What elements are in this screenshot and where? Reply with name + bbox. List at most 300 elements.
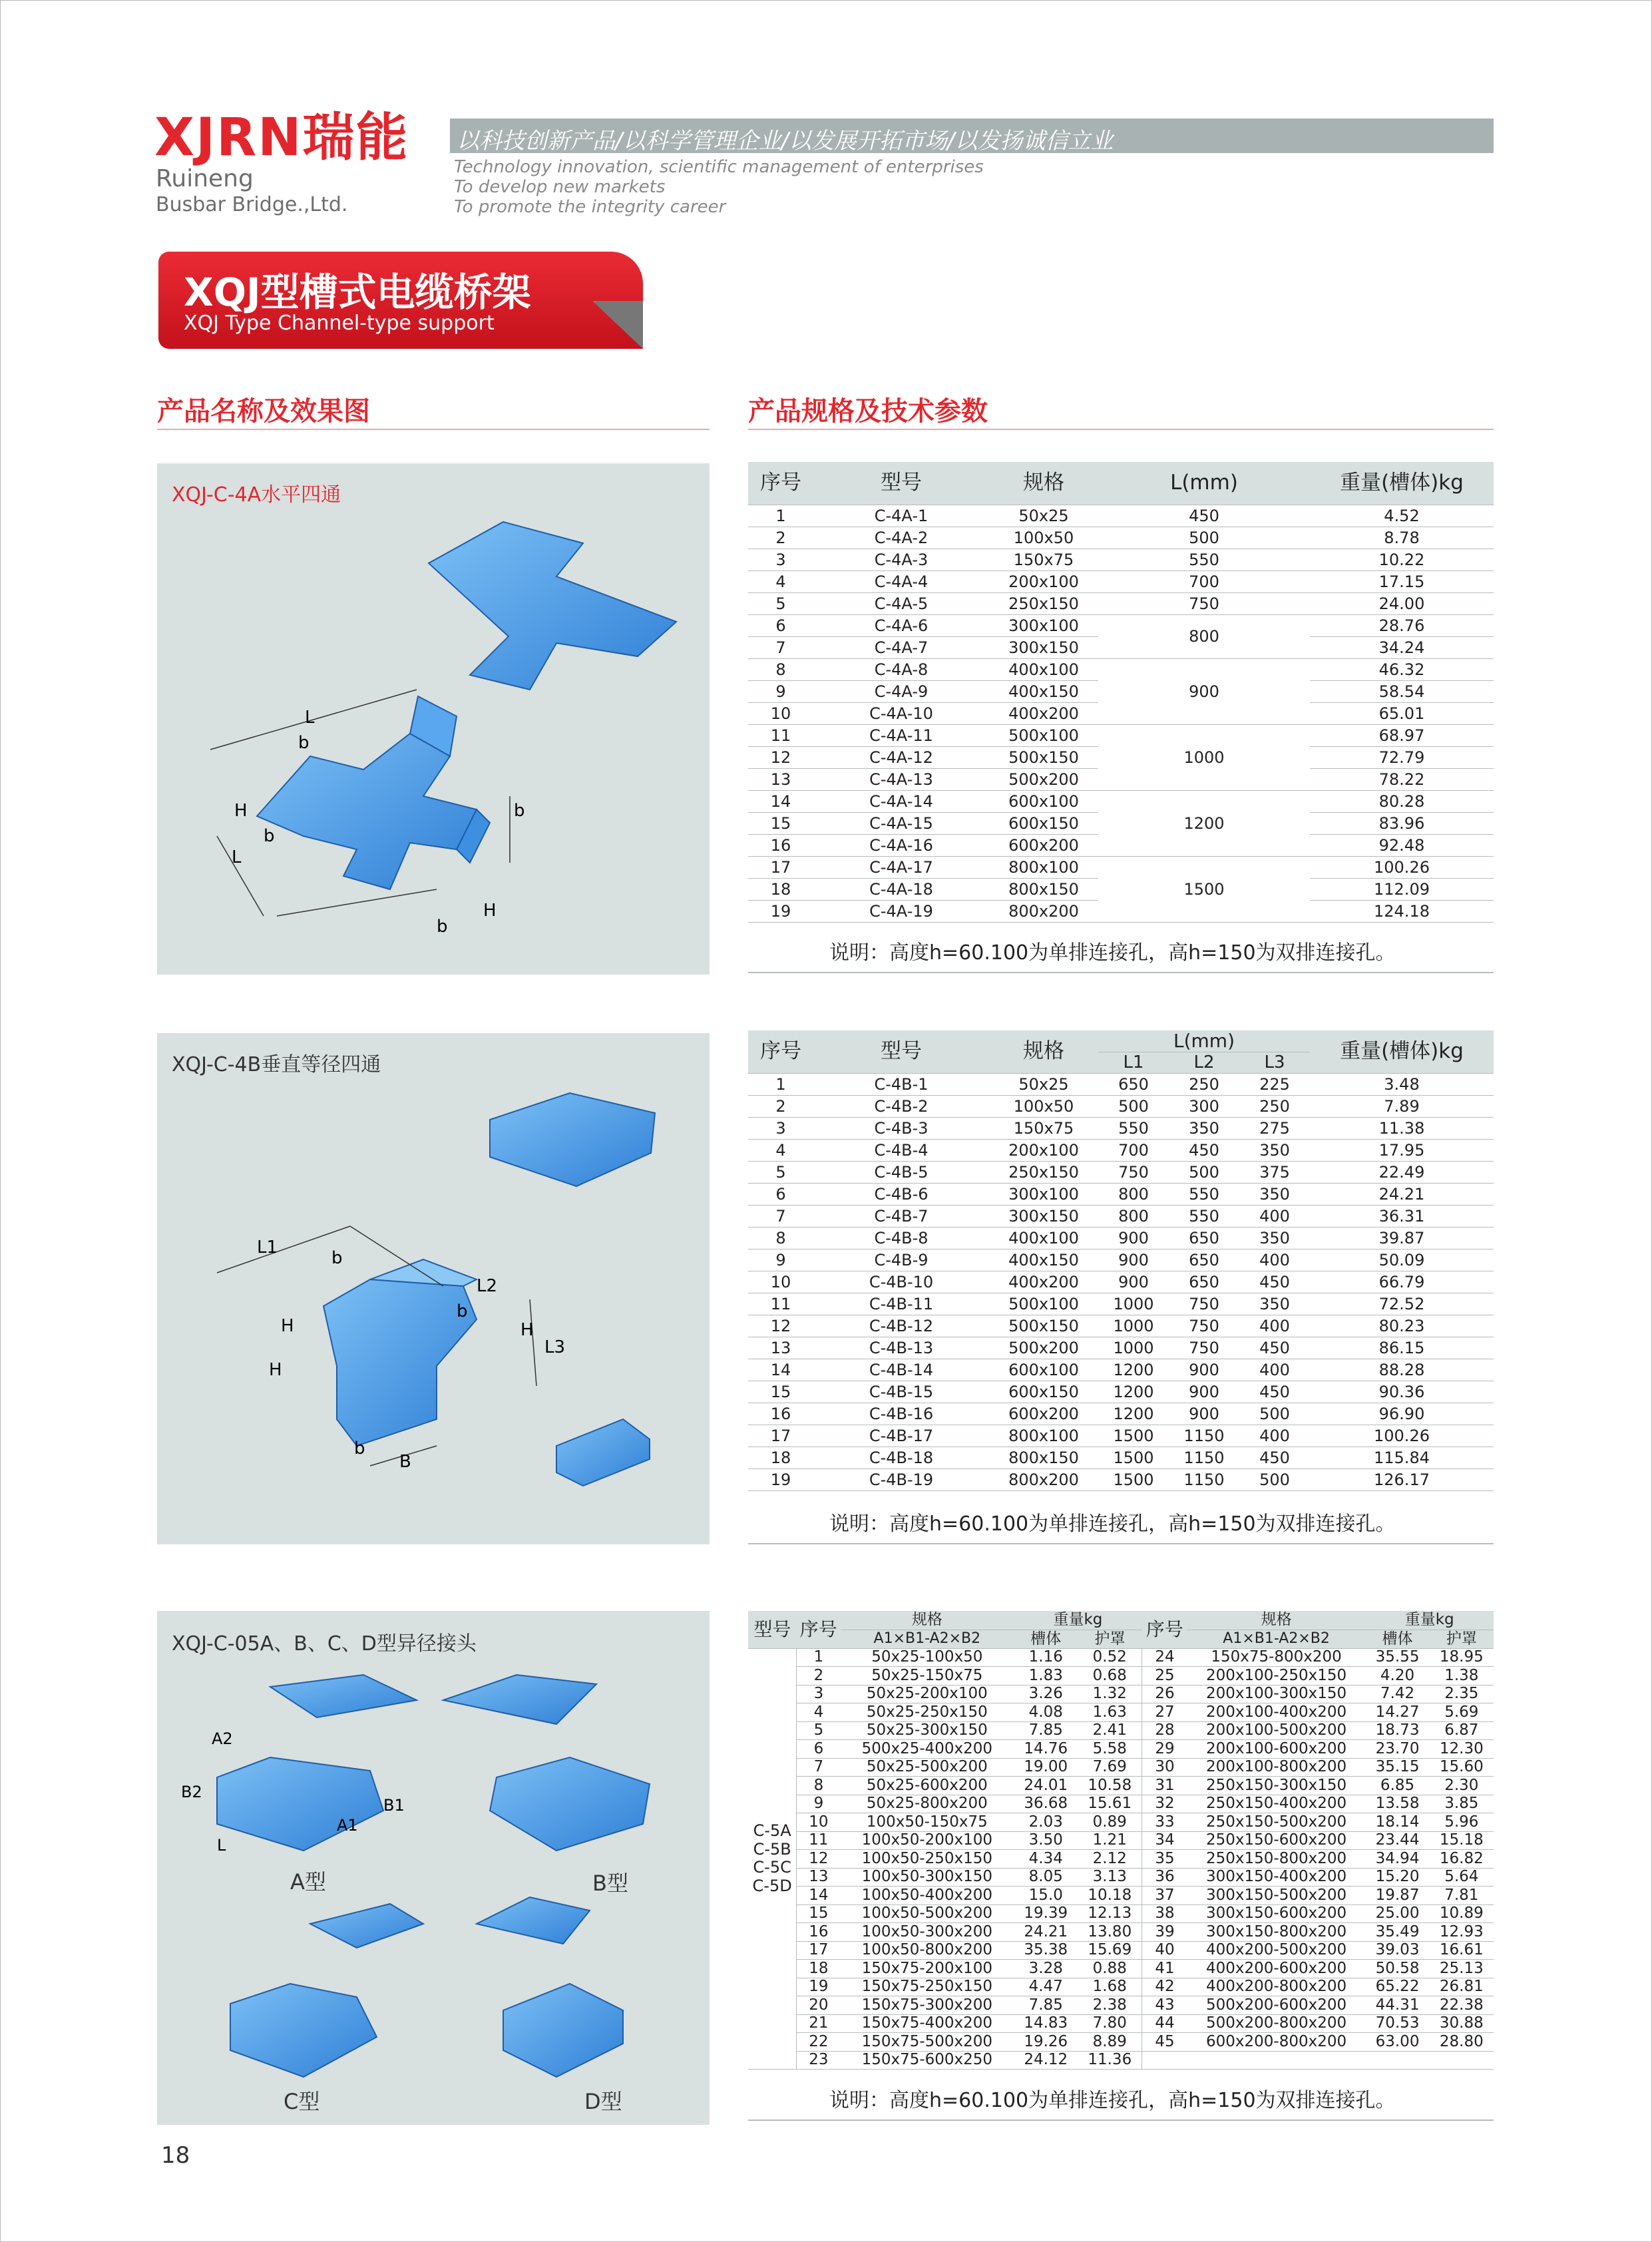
- table-cell: 12.30: [1430, 1740, 1494, 1759]
- product-image-05: [157, 1611, 710, 2125]
- table-cell: 18.73: [1365, 1721, 1429, 1740]
- table-cell: 35.55: [1365, 1648, 1429, 1667]
- table-cell: 14.76: [1014, 1740, 1078, 1759]
- table-cell: 15: [797, 1905, 841, 1923]
- table-cell: 800x100: [989, 856, 1098, 878]
- table-cell: 900: [1169, 1403, 1239, 1425]
- table-cell: 23: [797, 2051, 841, 2070]
- sub-header: 护罩: [1078, 1630, 1141, 1648]
- table-cell: 2.35: [1430, 1685, 1494, 1703]
- slogan-en-line: To develop new markets: [454, 177, 666, 197]
- table-cell: 16.61: [1430, 1941, 1494, 1960]
- table-row: [748, 1161, 1494, 1183]
- table-cell: 112.09: [1310, 878, 1494, 900]
- table-cell: 3: [748, 1117, 813, 1139]
- table-cell: 275: [1239, 1117, 1310, 1139]
- table-cell: 19: [797, 1978, 841, 1996]
- table-cell: 1150: [1169, 1447, 1239, 1468]
- table-cell: 50x25-100x50: [841, 1648, 1014, 1667]
- table-cell: C-4B-1: [813, 1073, 989, 1095]
- table-row: [748, 1359, 1494, 1381]
- col-header: 规格: [989, 462, 1098, 505]
- table-cell: C-4B-17: [813, 1425, 989, 1447]
- table-cell: 16: [748, 1403, 813, 1425]
- table-cell: 600x100: [989, 1359, 1098, 1381]
- table-cell: 500: [1169, 1161, 1239, 1183]
- dim-label: L: [232, 847, 242, 867]
- table-cell: 250x150-500x200: [1187, 1813, 1366, 1832]
- table-cell: 28: [1142, 1721, 1187, 1740]
- table-row: [748, 2033, 1494, 2052]
- table-cell: 500: [1098, 527, 1310, 549]
- table-cell: 83.96: [1310, 812, 1494, 834]
- table-cell: 900: [1098, 1227, 1169, 1249]
- table-cell: 450: [1239, 1381, 1310, 1403]
- table-cell: 0.68: [1078, 1667, 1141, 1685]
- table-cell: C-4B-18: [813, 1447, 989, 1468]
- table-cell: 26.81: [1430, 1978, 1494, 1996]
- dim-label: b: [298, 733, 310, 753]
- table-cell: 500x200: [989, 1337, 1098, 1359]
- table-cell: 14: [748, 1359, 813, 1381]
- table-cell: 500x150: [989, 1315, 1098, 1337]
- dim-label: A2: [212, 1729, 233, 1748]
- table-cell: C-4B-7: [813, 1205, 989, 1227]
- table-cell: 600x200: [989, 1403, 1098, 1425]
- table-cell: 7: [748, 1205, 813, 1227]
- table-cell: C-4B-12: [813, 1315, 989, 1337]
- table-cell: 30.88: [1430, 2014, 1494, 2033]
- table-cell: 900: [1098, 1249, 1169, 1271]
- table-cell: 50x25: [989, 505, 1098, 527]
- table-cell: 50x25-200x100: [841, 1685, 1014, 1703]
- table-cell: 750: [1098, 1161, 1169, 1183]
- model-label: C-5B: [753, 1839, 791, 1859]
- table-row: [748, 1758, 1494, 1777]
- table-cell: 11.38: [1310, 1117, 1494, 1139]
- table-cell: 7.85: [1014, 1996, 1078, 2015]
- table-cell: 600x200-800x200: [1187, 2033, 1366, 2052]
- table-cell: 225: [1239, 1073, 1310, 1095]
- table-cell: 8: [797, 1777, 841, 1795]
- table-cell: C-4B-2: [813, 1095, 989, 1117]
- sub-header: L1: [1098, 1052, 1169, 1073]
- table-cell: 11: [797, 1831, 841, 1850]
- table-cell: 3.48: [1310, 1073, 1494, 1095]
- table-cell: 4.20: [1365, 1667, 1429, 1685]
- table-row: [748, 1960, 1494, 1978]
- table-cell: 7.81: [1430, 1887, 1494, 1905]
- table-cell: 15: [748, 1381, 813, 1403]
- table-cell: 150x75: [989, 549, 1098, 570]
- table-cell: 37: [1142, 1887, 1187, 1905]
- table-cell: 150x75-400x200: [841, 2014, 1014, 2033]
- table-row: [748, 1795, 1494, 1813]
- table-cell: C-4A-18: [813, 878, 989, 900]
- table-cell: 200x100-250x150: [1187, 1667, 1366, 1685]
- table-cell: 25: [1142, 1667, 1187, 1685]
- table-row: [748, 549, 1494, 570]
- table-cell: 600x200: [989, 834, 1098, 856]
- table-cell: 1500: [1098, 1468, 1169, 1490]
- table-cell: 12: [748, 746, 813, 768]
- table-cell: C-4A-6: [813, 614, 989, 636]
- table-cell: 4: [748, 570, 813, 592]
- table-cell: 35.15: [1365, 1758, 1429, 1777]
- table-cell: 5.58: [1078, 1740, 1141, 1759]
- table-cell: C-4A-1: [813, 505, 989, 527]
- table-cell: C-4B-14: [813, 1359, 989, 1381]
- table-cell: 1200: [1098, 1359, 1169, 1381]
- table-cell: 1.21: [1078, 1831, 1141, 1850]
- table-cell: 100x50: [989, 1095, 1098, 1117]
- table-cell: C-4A-12: [813, 746, 989, 768]
- table-cell: 500x100: [989, 1293, 1098, 1315]
- table-row: [748, 1648, 1494, 1667]
- table-row: [748, 1978, 1494, 1996]
- table-cell: C-4A-16: [813, 834, 989, 856]
- table-cell: 400x200-800x200: [1187, 1978, 1366, 1996]
- dim-label: H: [281, 1316, 294, 1336]
- slogan-en-line: To promote the integrity career: [454, 197, 726, 217]
- table-cell: 400: [1239, 1425, 1310, 1447]
- table-cell: 36.31: [1310, 1205, 1494, 1227]
- table-row: [748, 1183, 1494, 1205]
- table-cell: 41: [1142, 1960, 1187, 1978]
- section-title-right: 产品规格及技术参数: [748, 396, 988, 427]
- table-row: [748, 1095, 1494, 1117]
- table-cell: 8.78: [1310, 527, 1494, 549]
- table-cell: 300x150: [989, 1205, 1098, 1227]
- table-cell: 35.38: [1014, 1941, 1078, 1960]
- table-cell: 28.80: [1430, 2033, 1494, 2052]
- table-row: [748, 1337, 1494, 1359]
- table-cell: C-4B-4: [813, 1139, 989, 1161]
- dim-label: A1: [337, 1816, 358, 1835]
- table-cell: 1000: [1098, 1293, 1169, 1315]
- panel-label: XQJ-C-4A水平四通: [172, 483, 341, 507]
- table-row: [748, 1315, 1494, 1337]
- table-cell: 2.41: [1078, 1721, 1141, 1740]
- table-cell: 14: [748, 790, 813, 812]
- table-row: [748, 1293, 1494, 1315]
- table-cell: 1.38: [1430, 1667, 1494, 1685]
- dim-label: b: [437, 917, 448, 937]
- table-cell: 10.22: [1310, 549, 1494, 570]
- table-rule: [748, 2120, 1494, 2121]
- table-row: [748, 2051, 1494, 2070]
- table-cell: 4.47: [1014, 1978, 1078, 1996]
- table-cell: 250x150-800x200: [1187, 1850, 1366, 1869]
- page-title: XQJ型槽式电缆桥架: [184, 270, 531, 315]
- table-row: [748, 1868, 1494, 1887]
- table-cell: 7.42: [1365, 1685, 1429, 1703]
- table-cell: 8.89: [1078, 2033, 1141, 2052]
- table-cell: 350: [1239, 1227, 1310, 1249]
- table-cell: 100x50-800x200: [841, 1941, 1014, 1960]
- table-cell: 1: [748, 505, 813, 527]
- table-row: [748, 1813, 1494, 1832]
- table-cell: 4.08: [1014, 1703, 1078, 1722]
- table-cell: 300x150-400x200: [1187, 1868, 1366, 1887]
- table-cell: 600x150: [989, 1381, 1098, 1403]
- table-cell: 24: [1142, 1648, 1187, 1667]
- table-cell: 1000: [1098, 724, 1310, 790]
- table-row: [748, 1777, 1494, 1795]
- table-cell: 7.89: [1310, 1095, 1494, 1117]
- table-cell: 400: [1239, 1315, 1310, 1337]
- sub-header: L3: [1239, 1052, 1310, 1073]
- table-cell: 6.87: [1430, 1721, 1494, 1740]
- table-cell: 650: [1098, 1073, 1169, 1095]
- table-cell: 39.03: [1365, 1941, 1429, 1960]
- table-row: [748, 1139, 1494, 1161]
- table-cell: 14.83: [1014, 2014, 1078, 2033]
- sub-header: 槽体: [1014, 1630, 1078, 1648]
- table-cell: 550: [1169, 1205, 1239, 1227]
- table-cell: [1142, 2051, 1187, 2070]
- table-cell: 86.15: [1310, 1337, 1494, 1359]
- table-cell: C-4B-3: [813, 1117, 989, 1139]
- page-subtitle: XQJ Type Channel-type support: [184, 312, 495, 335]
- type-label-b: B型: [592, 1871, 628, 1896]
- table-cell: 1: [748, 1073, 813, 1095]
- table-cell: 400x150: [989, 680, 1098, 702]
- table-row: [748, 1996, 1494, 2015]
- table-cell: 800x150: [989, 878, 1098, 900]
- table-cell: 58.54: [1310, 680, 1494, 702]
- table-row: [748, 1850, 1494, 1869]
- model-cell: [748, 1648, 797, 2070]
- table-cell: 27: [1142, 1703, 1187, 1722]
- table-cell: 39.87: [1310, 1227, 1494, 1249]
- table-cell: 43: [1142, 1996, 1187, 2015]
- col-header: 规格: [841, 1611, 1014, 1630]
- table-rule: [748, 972, 1494, 973]
- table-cell: 19.87: [1365, 1887, 1429, 1905]
- col-header: 型号: [813, 462, 989, 505]
- table-cell: 300x100: [989, 614, 1098, 636]
- table-cell: 6: [797, 1740, 841, 1759]
- table-cell: 28.76: [1310, 614, 1494, 636]
- table-cell: 2.03: [1014, 1813, 1078, 1832]
- table-cell: 10: [797, 1813, 841, 1832]
- tray-4a-illustration: [157, 463, 710, 975]
- table-row: [748, 1721, 1494, 1740]
- table-cell: 50.58: [1365, 1960, 1429, 1978]
- table-cell: 300: [1169, 1095, 1239, 1117]
- table-cell: 100x50-300x150: [841, 1868, 1014, 1887]
- table-cell: 72.52: [1310, 1293, 1494, 1315]
- col-header: 重量(槽体)kg: [1310, 462, 1494, 505]
- table-cell: 18: [797, 1960, 841, 1978]
- table-cell: 10.89: [1430, 1905, 1494, 1923]
- page-number: 18: [161, 2142, 190, 2169]
- company-logo: XJRN瑞能: [154, 108, 409, 168]
- table-cell: 19: [748, 900, 813, 922]
- table-cell: 15: [748, 812, 813, 834]
- table-cell: 17.95: [1310, 1139, 1494, 1161]
- table-cell: 8: [748, 1227, 813, 1249]
- table-cell: 3.28: [1014, 1960, 1078, 1978]
- table-cell: 17: [748, 1425, 813, 1447]
- table-cell: 400x200: [989, 702, 1098, 724]
- table-cell: 36.68: [1014, 1795, 1078, 1813]
- table-cell: 23.70: [1365, 1740, 1429, 1759]
- table-cell: 10: [748, 702, 813, 724]
- table-cell: 44.31: [1365, 1996, 1429, 2015]
- sub-header: A1×B1-A2×B2: [841, 1630, 1014, 1648]
- table-cell: 42: [1142, 1978, 1187, 1996]
- table-row: [748, 614, 1494, 636]
- dim-label: H: [234, 801, 248, 821]
- brand-subname: Busbar Bridge.,Ltd.: [156, 193, 348, 216]
- table-cell: C-4A-14: [813, 790, 989, 812]
- table-cell: C-4A-2: [813, 527, 989, 549]
- table-cell: 115.84: [1310, 1447, 1494, 1468]
- table-cell: C-4A-7: [813, 636, 989, 658]
- table-cell: 1: [797, 1648, 841, 1667]
- table-cell: 14: [797, 1887, 841, 1905]
- table-cell: 19.39: [1014, 1905, 1078, 1923]
- table-cell: C-4B-8: [813, 1227, 989, 1249]
- table-cell: 34.94: [1365, 1850, 1429, 1869]
- table-cell: 92.48: [1310, 834, 1494, 856]
- table-cell: 18: [748, 878, 813, 900]
- table-cell: 72.79: [1310, 746, 1494, 768]
- table-cell: 400x200: [989, 1271, 1098, 1293]
- table-cell: 6: [748, 614, 813, 636]
- dim-label: L3: [544, 1337, 566, 1357]
- table-cell: C-4A-8: [813, 658, 989, 680]
- table-cell: 700: [1098, 1139, 1169, 1161]
- table-cell: 450: [1239, 1447, 1310, 1468]
- col-header: 序号: [748, 462, 813, 505]
- table-cell: 200x100: [989, 570, 1098, 592]
- sub-header: L2: [1169, 1052, 1239, 1073]
- table-cell: 200x100-600x200: [1187, 1740, 1366, 1759]
- table-cell: 17: [748, 856, 813, 878]
- table-cell: 16: [797, 1923, 841, 1942]
- table-cell: 50x25-800x200: [841, 1795, 1014, 1813]
- table-cell: 1.83: [1014, 1667, 1078, 1685]
- col-header: L(mm): [1098, 462, 1310, 505]
- dim-label: B1: [383, 1796, 405, 1815]
- table-cell: 1000: [1098, 1315, 1169, 1337]
- table-cell: 100x50-250x150: [841, 1850, 1014, 1869]
- table-note: 说明：高度h=60.100为单排连接孔，高h=150为双排连接孔。: [829, 941, 1396, 965]
- table-cell: 50x25: [989, 1073, 1098, 1095]
- table-rule: [748, 1543, 1494, 1544]
- table-cell: 500: [1239, 1468, 1310, 1490]
- table-cell: 250: [1169, 1073, 1239, 1095]
- table-cell: 1000: [1098, 1337, 1169, 1359]
- table-cell: 800x150: [989, 1447, 1098, 1468]
- table-cell: 15.69: [1078, 1941, 1141, 1960]
- table-cell: C-4B-16: [813, 1403, 989, 1425]
- table-cell: 5.96: [1430, 1813, 1494, 1832]
- table-cell: C-4B-10: [813, 1271, 989, 1293]
- table-cell: 24.21: [1014, 1923, 1078, 1942]
- table-cell: [1187, 2051, 1366, 2070]
- col-header: 重量(槽体)kg: [1310, 1030, 1494, 1073]
- table-cell: 80.28: [1310, 790, 1494, 812]
- table-cell: 500x200-600x200: [1187, 1996, 1366, 2015]
- table-cell: 9: [748, 1249, 813, 1271]
- spec-table-4b: [748, 1030, 1494, 1491]
- table-cell: 800x200: [989, 900, 1098, 922]
- table-cell: 400x100: [989, 658, 1098, 680]
- table-cell: 150x75-200x100: [841, 1960, 1014, 1978]
- table-cell: 250: [1239, 1095, 1310, 1117]
- table-cell: 34.24: [1310, 636, 1494, 658]
- table-cell: 550: [1098, 1117, 1169, 1139]
- table-cell: 2: [797, 1667, 841, 1685]
- table-cell: 22: [797, 2033, 841, 2052]
- table-cell: 29: [1142, 1740, 1187, 1759]
- table-cell: 500x200: [989, 768, 1098, 790]
- section-divider: [748, 429, 1494, 430]
- col-header: 序号: [748, 1030, 813, 1073]
- table-cell: 7.85: [1014, 1721, 1078, 1740]
- table-cell: 78.22: [1310, 768, 1494, 790]
- table-cell: 33: [1142, 1813, 1187, 1832]
- table-cell: 65.01: [1310, 702, 1494, 724]
- table-cell: 700: [1098, 570, 1310, 592]
- model-label: C-5A: [753, 1821, 791, 1841]
- table-cell: 6: [748, 1183, 813, 1205]
- table-cell: 7.69: [1078, 1758, 1141, 1777]
- table-cell: 100.26: [1310, 856, 1494, 878]
- table-cell: 24.21: [1310, 1183, 1494, 1205]
- table-cell: 90.36: [1310, 1381, 1494, 1403]
- table-cell: 8: [748, 658, 813, 680]
- table-cell: 11.36: [1078, 2051, 1141, 2070]
- table-cell: 11: [748, 724, 813, 746]
- table-cell: 0.89: [1078, 1813, 1141, 1832]
- table-cell: C-4A-13: [813, 768, 989, 790]
- table-cell: 5: [748, 592, 813, 614]
- table-cell: 44: [1142, 2014, 1187, 2033]
- table-cell: 200x100-800x200: [1187, 1758, 1366, 1777]
- table-cell: 50x25-500x200: [841, 1758, 1014, 1777]
- table-cell: 1500: [1098, 856, 1310, 922]
- model-label: C-5D: [752, 1876, 792, 1895]
- table-cell: [1430, 2051, 1494, 2070]
- table-row: [748, 1227, 1494, 1249]
- table-cell: 750: [1169, 1315, 1239, 1337]
- table-cell: 9: [748, 680, 813, 702]
- table-cell: 800: [1098, 614, 1310, 658]
- table-cell: 15.18: [1430, 1831, 1494, 1850]
- table-row: [748, 1887, 1494, 1905]
- table-cell: 4.34: [1014, 1850, 1078, 1869]
- table-cell: 100x50-400x200: [841, 1887, 1014, 1905]
- table-row: [748, 1425, 1494, 1447]
- table-row: [748, 1117, 1494, 1139]
- table-row: [748, 1923, 1494, 1942]
- table-cell: 200x100-500x200: [1187, 1721, 1366, 1740]
- table-cell: 400x200-600x200: [1187, 1960, 1366, 1978]
- table-cell: 7: [797, 1758, 841, 1777]
- table-cell: 900: [1169, 1381, 1239, 1403]
- table-cell: 4.52: [1310, 505, 1494, 527]
- table-cell: 1.32: [1078, 1685, 1141, 1703]
- table-cell: 5.69: [1430, 1703, 1494, 1722]
- table-cell: 150x75-250x150: [841, 1978, 1014, 1996]
- table-cell: 13: [797, 1868, 841, 1887]
- table-cell: 300x150-600x200: [1187, 1905, 1366, 1923]
